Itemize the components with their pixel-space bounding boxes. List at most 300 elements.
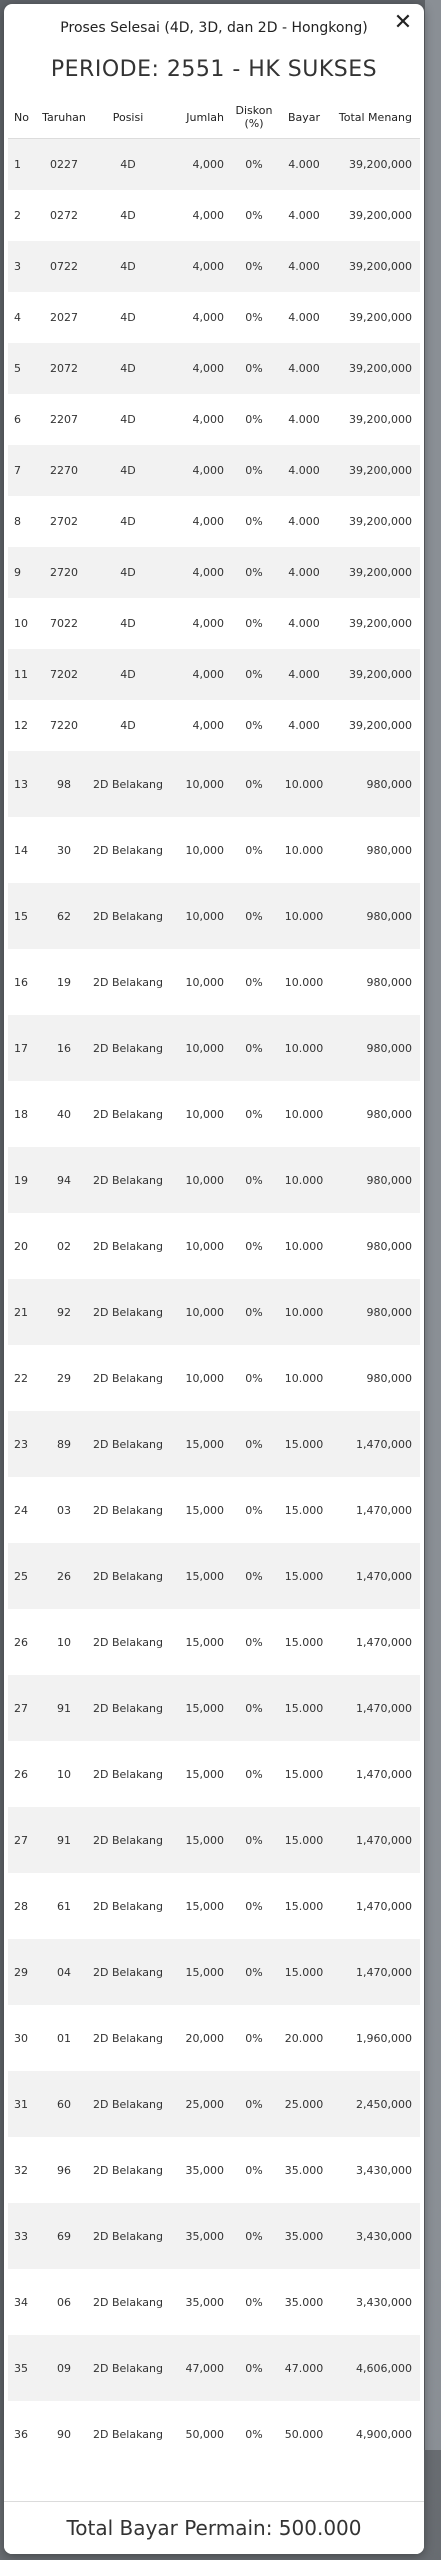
period-heading: PERIODE: 2551 - HK SUKSES [50, 57, 378, 82]
cell-jumlah: 4,000 [192, 668, 224, 681]
cell-jumlah: 4,000 [192, 413, 224, 426]
cell-taruhan: 69 [57, 2229, 71, 2243]
cell-total-menang: 980,000 [366, 975, 412, 989]
cell-posisi: 4D [120, 413, 136, 426]
table-row [8, 343, 420, 394]
cell-jumlah: 4,000 [192, 719, 224, 732]
cell-total-menang: 1,470,000 [356, 1569, 412, 1583]
cell-total-menang: 1,470,000 [356, 1503, 412, 1517]
cell-no: 35 [14, 2361, 28, 2375]
cell-total-menang: 39,200,000 [349, 464, 412, 477]
cell-total-menang: 980,000 [366, 1239, 412, 1253]
cell-bayar: 50.000 [284, 2427, 324, 2441]
cell-bayar: 4.000 [288, 413, 320, 426]
cell-no: 36 [14, 2427, 28, 2441]
cell-diskon: 0% [245, 1965, 263, 1979]
cell-taruhan: 30 [57, 843, 71, 857]
cell-bayar: 4.000 [288, 158, 320, 171]
cell-jumlah: 10,000 [185, 1173, 224, 1187]
cell-jumlah: 10,000 [185, 909, 224, 923]
cell-no: 15 [14, 909, 28, 923]
cell-total-menang: 39,200,000 [349, 260, 412, 273]
cell-bayar: 10.000 [284, 1371, 324, 1385]
total-footer: Total Bayar Permain: 500.000 [4, 2501, 424, 2554]
cell-diskon: 0% [245, 362, 263, 375]
table-row [8, 1411, 420, 1477]
cell-bayar: 4.000 [288, 260, 320, 273]
cell-diskon: 0% [245, 1107, 263, 1121]
cell-bayar: 4.000 [288, 719, 320, 732]
cell-total-menang: 39,200,000 [349, 566, 412, 579]
cell-bayar: 10.000 [284, 1173, 324, 1187]
cell-no: 17 [14, 1041, 28, 1055]
cell-posisi: 2D Belakang [93, 1239, 163, 1253]
cell-total-menang: 1,470,000 [356, 1899, 412, 1913]
table-row [8, 700, 420, 751]
cell-taruhan: 91 [57, 1833, 71, 1847]
cell-bayar: 20.000 [284, 2031, 324, 2045]
cell-bayar: 15.000 [284, 1701, 324, 1715]
cell-bayar: 4.000 [288, 311, 320, 324]
cell-jumlah: 4,000 [192, 260, 224, 273]
cell-posisi: 4D [120, 209, 136, 222]
cell-bayar: 4.000 [288, 566, 320, 579]
cell-taruhan: 60 [57, 2097, 71, 2111]
table-row [8, 139, 420, 191]
cell-no: 4 [14, 311, 21, 324]
cell-taruhan: 7202 [50, 668, 78, 681]
cell-no: 2 [14, 209, 21, 222]
cell-total-menang: 980,000 [366, 777, 412, 791]
cell-jumlah: 10,000 [185, 777, 224, 791]
cell-jumlah: 50,000 [185, 2427, 224, 2441]
table-row [8, 2203, 420, 2269]
cell-diskon: 0% [245, 1767, 263, 1781]
cell-jumlah: 15,000 [185, 1635, 224, 1649]
cell-diskon: 0% [245, 1635, 263, 1649]
cell-posisi: 2D Belakang [93, 2229, 163, 2243]
table-row [8, 751, 420, 817]
header-posisi: Posisi [90, 96, 166, 139]
cell-no: 9 [14, 566, 21, 579]
cell-diskon: 0% [245, 719, 263, 732]
cell-posisi: 2D Belakang [93, 2427, 163, 2441]
cell-posisi: 2D Belakang [93, 1701, 163, 1715]
cell-total-menang: 4,606,000 [356, 2361, 412, 2375]
cell-diskon: 0% [245, 464, 263, 477]
header-bayar: Bayar [278, 96, 330, 139]
cell-diskon: 0% [245, 1305, 263, 1319]
cell-jumlah: 20,000 [185, 2031, 224, 2045]
cell-no: 33 [14, 2229, 28, 2243]
cell-bayar: 4.000 [288, 362, 320, 375]
cell-no: 30 [14, 2031, 28, 2045]
cell-posisi: 2D Belakang [93, 2163, 163, 2177]
cell-jumlah: 10,000 [185, 1041, 224, 1055]
cell-bayar: 4.000 [288, 515, 320, 528]
cell-taruhan: 29 [57, 1371, 71, 1385]
table-row [8, 1807, 420, 1873]
cell-taruhan: 94 [57, 1173, 71, 1187]
cell-posisi: 4D [120, 668, 136, 681]
cell-no: 6 [14, 413, 21, 426]
cell-total-menang: 39,200,000 [349, 209, 412, 222]
cell-bayar: 35.000 [284, 2229, 324, 2243]
cell-taruhan: 2027 [50, 311, 78, 324]
modal-header [4, 4, 424, 44]
cell-total-menang: 1,960,000 [356, 2031, 412, 2045]
cell-taruhan: 02 [57, 1239, 71, 1253]
cell-no: 1 [14, 158, 21, 171]
table-row [8, 2269, 420, 2335]
cell-bayar: 4.000 [288, 617, 320, 630]
table-row [8, 1939, 420, 2005]
cell-taruhan: 06 [57, 2295, 71, 2309]
cell-posisi: 2D Belakang [93, 1635, 163, 1649]
cell-bayar: 25.000 [284, 2097, 324, 2111]
table-row [8, 292, 420, 343]
table-row [8, 817, 420, 883]
cell-total-menang: 980,000 [366, 1041, 412, 1055]
cell-diskon: 0% [245, 1899, 263, 1913]
cell-posisi: 2D Belakang [93, 1173, 163, 1187]
header-taruhan: Taruhan [38, 96, 90, 139]
cell-posisi: 2D Belakang [93, 1305, 163, 1319]
table-row [8, 1015, 420, 1081]
cell-jumlah: 4,000 [192, 158, 224, 171]
cell-bayar: 10.000 [284, 777, 324, 791]
cell-no: 12 [14, 719, 28, 732]
cell-total-menang: 1,470,000 [356, 1965, 412, 1979]
cell-no: 16 [14, 975, 28, 989]
cell-total-menang: 1,470,000 [356, 1701, 412, 1715]
cell-no: 26 [14, 1767, 28, 1781]
cell-posisi: 2D Belakang [93, 2097, 163, 2111]
cell-bayar: 15.000 [284, 1635, 324, 1649]
cell-no: 21 [14, 1305, 28, 1319]
cell-jumlah: 4,000 [192, 617, 224, 630]
cell-posisi: 4D [120, 617, 136, 630]
cell-diskon: 0% [245, 158, 263, 171]
table-row [8, 1675, 420, 1741]
cell-no: 10 [14, 617, 28, 630]
cell-bayar: 15.000 [284, 1569, 324, 1583]
cell-posisi: 2D Belakang [93, 843, 163, 857]
table-row [8, 598, 420, 649]
cell-diskon: 0% [245, 843, 263, 857]
cell-posisi: 4D [120, 515, 136, 528]
table-row [8, 2335, 420, 2401]
cell-taruhan: 01 [57, 2031, 71, 2045]
cell-no: 20 [14, 1239, 28, 1253]
cell-taruhan: 04 [57, 1965, 71, 1979]
cell-taruhan: 2702 [50, 515, 78, 528]
cell-taruhan: 92 [57, 1305, 71, 1319]
table-row [8, 1477, 420, 1543]
table-row [8, 2137, 420, 2203]
cell-diskon: 0% [245, 1833, 263, 1847]
table-row [8, 1873, 420, 1939]
cell-total-menang: 980,000 [366, 909, 412, 923]
cell-jumlah: 4,000 [192, 362, 224, 375]
cell-total-menang: 39,200,000 [349, 617, 412, 630]
cell-posisi: 2D Belakang [93, 2295, 163, 2309]
cell-bayar: 10.000 [284, 1041, 324, 1055]
cell-no: 19 [14, 1173, 28, 1187]
cell-taruhan: 10 [57, 1767, 71, 1781]
cell-no: 13 [14, 777, 28, 791]
cell-bayar: 47.000 [284, 2361, 324, 2375]
cell-bayar: 10.000 [284, 909, 324, 923]
cell-taruhan: 19 [57, 975, 71, 989]
cell-no: 31 [14, 2097, 28, 2111]
cell-diskon: 0% [245, 1569, 263, 1583]
table-header-row [8, 96, 420, 139]
cell-total-menang: 3,430,000 [356, 2163, 412, 2177]
cell-bayar: 10.000 [284, 1305, 324, 1319]
cell-no: 11 [14, 668, 28, 681]
cell-jumlah: 10,000 [185, 843, 224, 857]
cell-diskon: 0% [245, 668, 263, 681]
cell-taruhan: 03 [57, 1503, 71, 1517]
cell-total-menang: 3,430,000 [356, 2295, 412, 2309]
cell-posisi: 2D Belakang [93, 2031, 163, 2045]
cell-taruhan: 16 [57, 1041, 71, 1055]
cell-taruhan: 26 [57, 1569, 71, 1583]
cell-total-menang: 980,000 [366, 1305, 412, 1319]
cell-taruhan: 7022 [50, 617, 78, 630]
cell-jumlah: 4,000 [192, 515, 224, 528]
cell-total-menang: 1,470,000 [356, 1767, 412, 1781]
cell-posisi: 4D [120, 260, 136, 273]
cell-no: 26 [14, 1635, 28, 1649]
modal-title: Proses Selesai (4D, 3D, dan 2D - Hongkong) [60, 20, 368, 36]
cell-diskon: 0% [245, 413, 263, 426]
cell-taruhan: 10 [57, 1635, 71, 1649]
cell-bayar: 15.000 [284, 1965, 324, 1979]
cell-taruhan: 40 [57, 1107, 71, 1121]
cell-taruhan: 91 [57, 1701, 71, 1715]
cell-diskon: 0% [245, 909, 263, 923]
table-row [8, 445, 420, 496]
cell-jumlah: 15,000 [185, 1965, 224, 1979]
cell-bayar: 4.000 [288, 668, 320, 681]
cell-no: 28 [14, 1899, 28, 1913]
cell-posisi: 4D [120, 464, 136, 477]
cell-jumlah: 15,000 [185, 1899, 224, 1913]
cell-diskon: 0% [245, 1041, 263, 1055]
cell-bayar: 15.000 [284, 1437, 324, 1451]
cell-jumlah: 15,000 [185, 1437, 224, 1451]
cell-no: 8 [14, 515, 21, 528]
cell-diskon: 0% [245, 1173, 263, 1187]
cell-taruhan: 96 [57, 2163, 71, 2177]
cell-no: 34 [14, 2295, 28, 2309]
cell-jumlah: 10,000 [185, 1371, 224, 1385]
cell-total-menang: 980,000 [366, 1173, 412, 1187]
cell-diskon: 0% [245, 1239, 263, 1253]
cell-bayar: 10.000 [284, 975, 324, 989]
backdrop-scroll-strip [425, 0, 441, 2560]
cell-bayar: 15.000 [284, 1767, 324, 1781]
cell-bayar: 35.000 [284, 2163, 324, 2177]
table-row [8, 1345, 420, 1411]
close-icon[interactable]: ✕ [393, 10, 413, 35]
cell-jumlah: 25,000 [185, 2097, 224, 2111]
cell-jumlah: 10,000 [185, 1305, 224, 1319]
cell-jumlah: 35,000 [185, 2229, 224, 2243]
cell-total-menang: 980,000 [366, 843, 412, 857]
cell-total-menang: 980,000 [366, 1107, 412, 1121]
cell-no: 22 [14, 1371, 28, 1385]
cell-no: 24 [14, 1503, 28, 1517]
cell-jumlah: 47,000 [185, 2361, 224, 2375]
cell-diskon: 0% [245, 2163, 263, 2177]
cell-taruhan: 62 [57, 909, 71, 923]
cell-taruhan: 61 [57, 1899, 71, 1913]
cell-posisi: 4D [120, 719, 136, 732]
cell-posisi: 2D Belakang [93, 1569, 163, 1583]
cell-posisi: 2D Belakang [93, 1965, 163, 1979]
cell-total-menang: 39,200,000 [349, 413, 412, 426]
cell-jumlah: 35,000 [185, 2163, 224, 2177]
cell-bayar: 15.000 [284, 1899, 324, 1913]
cell-taruhan: 90 [57, 2427, 71, 2441]
cell-posisi: 2D Belakang [93, 975, 163, 989]
cell-taruhan: 0227 [50, 158, 78, 171]
cell-diskon: 0% [245, 2361, 263, 2375]
cell-total-menang: 39,200,000 [349, 719, 412, 732]
cell-bayar: 15.000 [284, 1833, 324, 1847]
table-row [8, 1609, 420, 1675]
cell-posisi: 2D Belakang [93, 1899, 163, 1913]
table-row [8, 1147, 420, 1213]
table-row [8, 1543, 420, 1609]
header-jumlah: Jumlah [166, 96, 230, 139]
cell-diskon: 0% [245, 311, 263, 324]
cell-no: 32 [14, 2163, 28, 2177]
cell-jumlah: 15,000 [185, 1569, 224, 1583]
cell-jumlah: 4,000 [192, 464, 224, 477]
table-row [8, 2401, 420, 2467]
cell-bayar: 4.000 [288, 209, 320, 222]
cell-posisi: 2D Belakang [93, 1371, 163, 1385]
cell-total-menang: 980,000 [366, 1371, 412, 1385]
results-table [8, 96, 420, 2467]
table-row [8, 190, 420, 241]
cell-bayar: 10.000 [284, 1239, 324, 1253]
cell-jumlah: 15,000 [185, 1767, 224, 1781]
cell-no: 5 [14, 362, 21, 375]
cell-bayar: 10.000 [284, 1107, 324, 1121]
table-row [8, 1213, 420, 1279]
table-row [8, 2071, 420, 2137]
cell-diskon: 0% [245, 2427, 263, 2441]
cell-posisi: 4D [120, 362, 136, 375]
cell-posisi: 2D Belakang [93, 1107, 163, 1121]
cell-total-menang: 3,430,000 [356, 2229, 412, 2243]
cell-diskon: 0% [245, 209, 263, 222]
cell-no: 23 [14, 1437, 28, 1451]
cell-jumlah: 4,000 [192, 566, 224, 579]
cell-diskon: 0% [245, 2295, 263, 2309]
cell-diskon: 0% [245, 1437, 263, 1451]
cell-taruhan: 0272 [50, 209, 78, 222]
cell-jumlah: 4,000 [192, 311, 224, 324]
cell-no: 27 [14, 1701, 28, 1715]
cell-total-menang: 1,470,000 [356, 1833, 412, 1847]
cell-posisi: 2D Belakang [93, 777, 163, 791]
table-row [8, 649, 420, 700]
cell-bayar: 35.000 [284, 2295, 324, 2309]
cell-taruhan: 2072 [50, 362, 78, 375]
cell-posisi: 4D [120, 158, 136, 171]
table-row [8, 1081, 420, 1147]
cell-diskon: 0% [245, 1503, 263, 1517]
cell-jumlah: 10,000 [185, 1107, 224, 1121]
cell-diskon: 0% [245, 617, 263, 630]
cell-total-menang: 39,200,000 [349, 311, 412, 324]
cell-total-menang: 39,200,000 [349, 362, 412, 375]
cell-diskon: 0% [245, 1701, 263, 1715]
cell-taruhan: 2270 [50, 464, 78, 477]
cell-diskon: 0% [245, 260, 263, 273]
result-modal [4, 4, 424, 2554]
cell-diskon: 0% [245, 2097, 263, 2111]
table-row [8, 2005, 420, 2071]
cell-taruhan: 09 [57, 2361, 71, 2375]
cell-no: 18 [14, 1107, 28, 1121]
cell-no: 29 [14, 1965, 28, 1979]
cell-no: 7 [14, 464, 21, 477]
cell-posisi: 2D Belakang [93, 2361, 163, 2375]
cell-jumlah: 15,000 [185, 1833, 224, 1847]
cell-taruhan: 89 [57, 1437, 71, 1451]
cell-jumlah: 15,000 [185, 1503, 224, 1517]
cell-posisi: 2D Belakang [93, 1833, 163, 1847]
cell-diskon: 0% [245, 1371, 263, 1385]
cell-bayar: 4.000 [288, 464, 320, 477]
header-no: No [8, 96, 38, 139]
cell-diskon: 0% [245, 515, 263, 528]
cell-no: 25 [14, 1569, 28, 1583]
table-row [8, 1279, 420, 1345]
cell-total-menang: 39,200,000 [349, 515, 412, 528]
cell-total-menang: 2,450,000 [356, 2097, 412, 2111]
cell-total-menang: 39,200,000 [349, 158, 412, 171]
cell-jumlah: 10,000 [185, 1239, 224, 1253]
table-row [8, 949, 420, 1015]
cell-posisi: 2D Belakang [93, 909, 163, 923]
table-row [8, 241, 420, 292]
cell-jumlah: 35,000 [185, 2295, 224, 2309]
table-row [8, 394, 420, 445]
cell-bayar: 10.000 [284, 843, 324, 857]
cell-taruhan: 2720 [50, 566, 78, 579]
cell-no: 3 [14, 260, 21, 273]
cell-no: 27 [14, 1833, 28, 1847]
table-row [8, 496, 420, 547]
cell-taruhan: 0722 [50, 260, 78, 273]
cell-posisi: 2D Belakang [93, 1503, 163, 1517]
cell-total-menang: 4,900,000 [356, 2427, 412, 2441]
cell-total-menang: 1,470,000 [356, 1437, 412, 1451]
cell-taruhan: 98 [57, 777, 71, 791]
cell-diskon: 0% [245, 2229, 263, 2243]
table-row [8, 1741, 420, 1807]
cell-total-menang: 1,470,000 [356, 1635, 412, 1649]
cell-jumlah: 10,000 [185, 975, 224, 989]
